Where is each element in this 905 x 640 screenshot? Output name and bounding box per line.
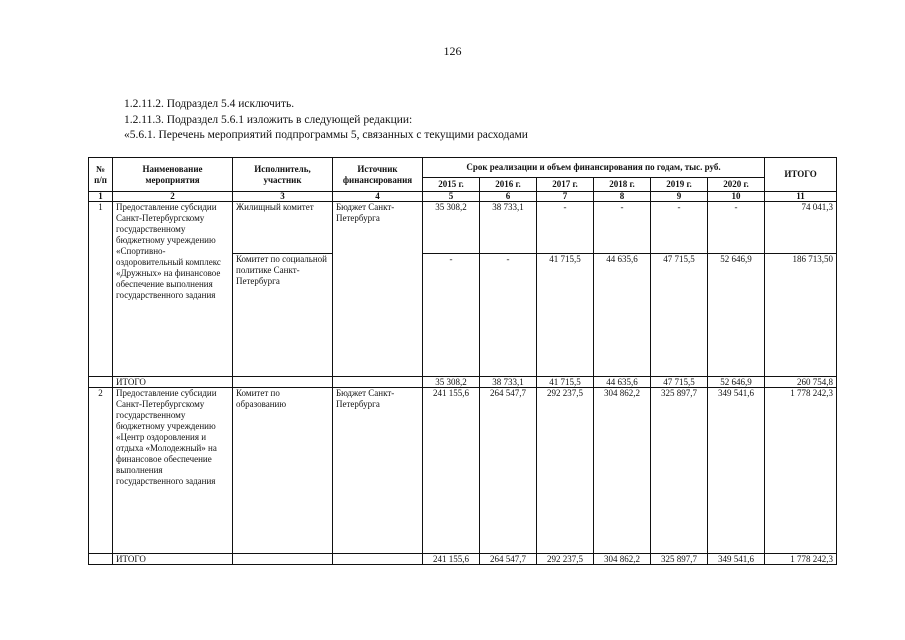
header-year: 2019 г. <box>651 178 708 192</box>
value-cell: - <box>480 254 537 377</box>
value-cell: 41 715,5 <box>537 254 594 377</box>
column-number: 7 <box>537 192 594 202</box>
measure-name: Предоставление субсидии Санкт-Петербургскому государственному бюджетному учреждению «Спортивно-оздоровительный комплекс «Дружных» на финансовое обеспечение выполнения государственного задания <box>113 202 233 377</box>
intro-text <box>124 97 528 144</box>
column-number: 4 <box>333 192 423 202</box>
executor: Жилищный комитет <box>233 202 333 254</box>
table-row <box>89 202 837 254</box>
column-number: 10 <box>708 192 765 202</box>
value-cell: 349 541,6 <box>708 388 765 554</box>
header-year: 2020 г. <box>708 178 765 192</box>
column-number: 1 <box>89 192 113 202</box>
value-cell: 241 155,6 <box>423 388 480 554</box>
total-cell: 186 713,50 <box>765 254 837 377</box>
header-name: Наименование мероприятия <box>113 158 233 192</box>
header-year: 2015 г. <box>423 178 480 192</box>
header-period: Срок реализации и объем финансирования по годам, тыс. руб. <box>423 158 765 178</box>
value-cell: 47 715,5 <box>651 377 708 388</box>
column-number: 8 <box>594 192 651 202</box>
column-number: 2 <box>113 192 233 202</box>
itogo-row <box>89 554 837 565</box>
value-cell: 44 635,6 <box>594 377 651 388</box>
intro-line: 1.2.11.2. Подраздел 5.4 исключить. <box>124 98 295 110</box>
total-cell: 260 754,8 <box>765 377 837 388</box>
value-cell: - <box>651 202 708 254</box>
measures-table <box>88 157 837 565</box>
executor: Комитет по социальной политике Санкт-Петербурга <box>233 254 333 377</box>
itogo-label: ИТОГО <box>113 377 233 388</box>
value-cell: 292 237,5 <box>537 554 594 565</box>
value-cell: 325 897,7 <box>651 554 708 565</box>
header-year: 2016 г. <box>480 178 537 192</box>
value-cell: 264 547,7 <box>480 554 537 565</box>
funding-source: Бюджет Санкт-Петербурга <box>333 388 423 554</box>
executor: Комитет по образованию <box>233 388 333 554</box>
column-number: 9 <box>651 192 708 202</box>
value-cell: 52 646,9 <box>708 377 765 388</box>
total-cell: 1 778 242,3 <box>765 388 837 554</box>
value-cell: - <box>423 254 480 377</box>
header-year: 2018 г. <box>594 178 651 192</box>
total-cell: 74 041,3 <box>765 202 837 254</box>
itogo-label: ИТОГО <box>113 554 233 565</box>
header-num: № п/п <box>89 158 113 192</box>
value-cell: 35 308,2 <box>423 202 480 254</box>
intro-line: 1.2.11.3. Подраздел 5.6.1 изложить в следующей редакции: <box>124 113 413 126</box>
column-number: 11 <box>765 192 837 202</box>
row-number: 1 <box>89 202 113 377</box>
value-cell: 38 733,1 <box>480 202 537 254</box>
column-number: 5 <box>423 192 480 202</box>
value-cell: 47 715,5 <box>651 254 708 377</box>
header-total: ИТОГО <box>765 158 837 192</box>
value-cell: - <box>537 202 594 254</box>
value-cell: 41 715,5 <box>537 377 594 388</box>
value-cell: 349 541,6 <box>708 554 765 565</box>
value-cell: 292 237,5 <box>537 388 594 554</box>
value-cell: 44 635,6 <box>594 254 651 377</box>
value-cell: 304 862,2 <box>594 554 651 565</box>
value-cell: 304 862,2 <box>594 388 651 554</box>
measure-name: Предоставление субсидии Санкт-Петербургскому государственному бюджетному учреждению «Центр оздоровления и отдыха «Молодежный» на финансовое обеспечение выполнения государственного задания <box>113 388 233 554</box>
value-cell: - <box>708 202 765 254</box>
value-cell: 52 646,9 <box>708 254 765 377</box>
header-year: 2017 г. <box>537 178 594 192</box>
intro-line: «5.6.1. Перечень мероприятий подпрограммы 5, связанных с текущими расходами <box>124 129 528 141</box>
header-executor: Исполнитель, участник <box>233 158 333 192</box>
header-source: Источник финансирования <box>333 158 423 192</box>
column-number-row <box>89 192 837 202</box>
value-cell: 35 308,2 <box>423 377 480 388</box>
value-cell: 241 155,6 <box>423 554 480 565</box>
table-row <box>89 388 837 554</box>
column-number: 6 <box>480 192 537 202</box>
total-cell: 1 778 242,3 <box>765 554 837 565</box>
row-number: 2 <box>89 388 113 554</box>
value-cell: 325 897,7 <box>651 388 708 554</box>
value-cell: - <box>594 202 651 254</box>
page-number: 126 <box>443 44 462 58</box>
value-cell: 38 733,1 <box>480 377 537 388</box>
column-number: 3 <box>233 192 333 202</box>
value-cell: 264 547,7 <box>480 388 537 554</box>
itogo-row <box>89 377 837 388</box>
funding-source: Бюджет Санкт-Петербурга <box>333 202 423 377</box>
